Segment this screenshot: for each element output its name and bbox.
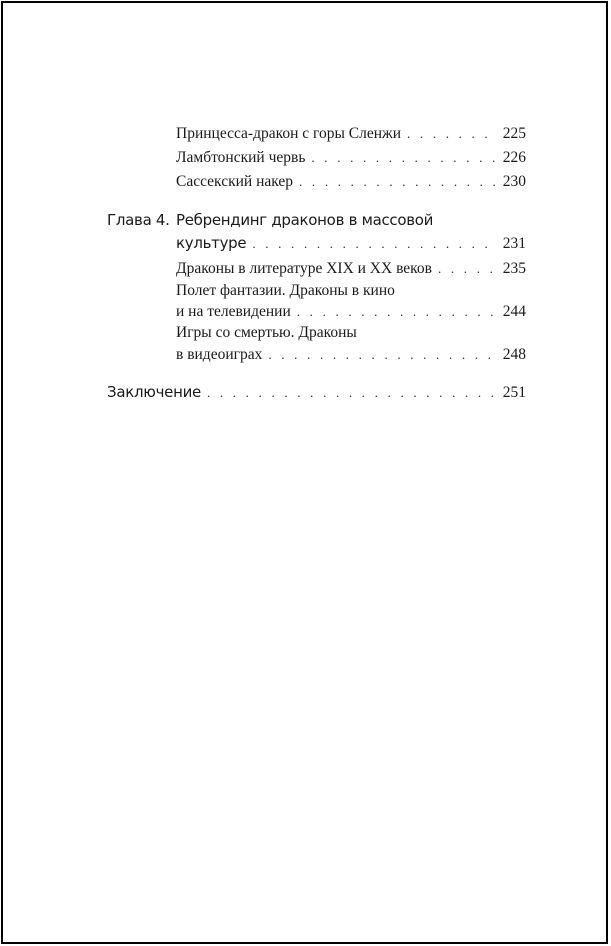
chapter-title-line1[interactable]: Ребрендинг драконов в массовой: [176, 211, 434, 229]
toc-entry-title-line2: и на телевидении: [176, 303, 291, 320]
toc-entry-sussex-knucker[interactable]: [176, 171, 526, 193]
dot-leader: [311, 147, 496, 169]
toc-page-number: 251: [502, 384, 526, 401]
toc-entry-title: Заключение: [107, 383, 201, 401]
toc-entry-princess-dragon[interactable]: [176, 123, 526, 145]
table-of-contents: [3, 3, 606, 942]
toc-entry-dragons-literature[interactable]: [176, 258, 526, 280]
toc-entry-title: Сассекский накер: [176, 173, 294, 190]
dot-leader: [297, 301, 497, 323]
dot-leader: [438, 258, 497, 280]
toc-entry-chapter4[interactable]: [176, 232, 526, 255]
toc-entry-lambton-worm[interactable]: [176, 147, 526, 169]
dot-leader: [207, 382, 497, 404]
chapter-label: Глава 4.: [107, 211, 170, 229]
toc-page-number: 226: [502, 149, 526, 166]
toc-entry-dragons-videogames[interactable]: [176, 344, 526, 366]
toc-entry-title: Принцесса-дракон с горы Сленжи: [176, 125, 402, 142]
toc-entry-title-line1[interactable]: Полет фантазии. Драконы в кино: [176, 282, 395, 299]
dot-leader: [299, 171, 497, 193]
toc-page-number: 231: [502, 235, 526, 252]
dot-leader: [268, 344, 496, 366]
dot-leader: [407, 123, 497, 145]
dot-leader: [252, 233, 496, 255]
toc-entry-title: Драконы в литературе XIX и XX веков: [176, 260, 432, 277]
toc-entry-title-line1[interactable]: Игры со смертью. Драконы: [176, 324, 357, 341]
toc-page-number: 230: [502, 173, 526, 190]
toc-entry-dragons-film-tv[interactable]: [176, 301, 526, 323]
toc-entry-title-line2: в видеоиграх: [176, 346, 263, 363]
toc-page-number: 225: [502, 125, 526, 142]
page: [1, 1, 608, 944]
toc-page-number: 235: [502, 260, 526, 277]
toc-page-number: 244: [502, 303, 526, 320]
toc-entry-title: Ламбтонский червь: [176, 149, 306, 166]
toc-page-number: 248: [502, 346, 526, 363]
toc-entry-conclusion[interactable]: [107, 381, 526, 404]
chapter-title-line2: культуре: [176, 234, 247, 252]
